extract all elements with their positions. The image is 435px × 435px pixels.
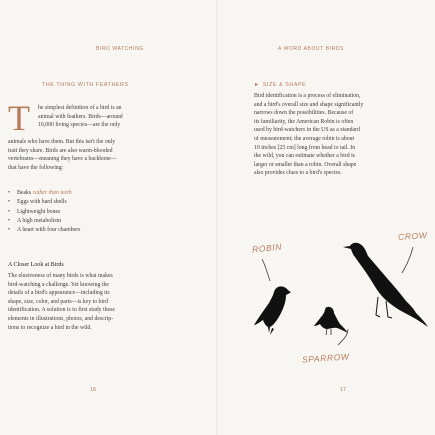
trait-label: Eggs with hard shells <box>17 199 67 206</box>
running-head-left: BIRD WATCHING <box>96 46 144 52</box>
size-shape-paragraph <box>254 92 430 178</box>
crow-silhouette <box>343 243 428 327</box>
closer-line: shape, size, color, and parts—is key to bird <box>8 298 108 305</box>
trait-label: A heart with four chambers <box>17 227 81 234</box>
body-line: used by bird-watchers in the US as a standard <box>254 127 360 134</box>
list-item <box>8 217 80 226</box>
closer-line: elements in illustrations, photos, and descrip- <box>8 315 114 322</box>
running-head-right: A WORD ABOUT BIRDS <box>278 46 344 52</box>
intro-line: he simplest definition of a bird is an <box>38 105 122 111</box>
drop-cap: T <box>8 98 30 138</box>
crow-label: CROW <box>397 229 428 243</box>
body-line: narrows down the possibilities. Because of <box>254 110 354 117</box>
intro-line: 10,000 living species—are the only <box>38 122 121 129</box>
intro-line: that have the following: <box>8 164 64 171</box>
traits-list <box>8 189 80 235</box>
sparrow-silhouette <box>314 307 348 335</box>
body-line: of measurement; the average robin is about <box>254 135 355 142</box>
list-item <box>8 189 80 198</box>
closer-line: tions to recognize a bird in the wild. <box>8 324 92 331</box>
body-line: 10 inches [25 cm] long from head to tail. In <box>254 144 356 151</box>
size-shape-heading <box>254 82 306 88</box>
subhead-label: SIZE & SHAPE <box>262 82 307 88</box>
closer-look-heading: A Closer Look at Birds <box>8 262 64 268</box>
page-number-right: 17 <box>340 387 347 393</box>
intro-line: animals who have them. But this isn't the only <box>8 139 116 145</box>
closer-line: The elusiveness of many birds is what makes <box>8 273 113 279</box>
closer-line: details of a bird's appearance—including its <box>8 290 110 297</box>
section-title: THE THING WITH FEATHERS <box>42 82 129 88</box>
list-item <box>8 208 80 217</box>
robin-pointer <box>262 259 270 281</box>
intro-line: animal with feathers. Birds—around <box>38 113 123 120</box>
robin-silhouette <box>254 286 291 335</box>
trait-label: Lightweight bones <box>17 208 61 215</box>
closer-look-paragraph <box>8 272 178 332</box>
list-item <box>8 198 80 207</box>
closer-line: identification. A solution is to first study these <box>8 307 115 314</box>
list-item <box>8 226 80 235</box>
intro-line: vertebrates—meaning they have a backbone— <box>8 156 117 163</box>
intro-paragraph-continued <box>8 138 178 172</box>
body-line: its familiarity, the American Robin is often <box>254 118 354 125</box>
intro-paragraph <box>38 104 172 130</box>
body-line: and a bird's overall size and shape significantly <box>254 101 364 108</box>
body-line: also provides clues to a bird's species. <box>254 170 342 177</box>
body-line: Bird identification is a process of elimination, <box>254 93 361 99</box>
page-number-left: 16 <box>90 387 97 393</box>
robin-label: ROBIN <box>251 241 283 255</box>
crow-pointer <box>402 247 413 273</box>
body-line: larger or smaller than a robin. Overall shape <box>254 161 357 168</box>
intro-line: trait they share. Birds are also warm-blooded <box>8 147 113 154</box>
trait-note: rather than teeth <box>32 190 72 196</box>
triangle-bullet-icon: ► <box>254 82 260 88</box>
bird-size-illustration <box>248 225 433 375</box>
left-page <box>0 0 217 435</box>
closer-line: bird-watching a challenge. Yet knowing the <box>8 281 109 288</box>
right-page <box>218 0 435 435</box>
body-line: the wild, you can estimate whether a bird is <box>254 153 355 160</box>
sparrow-label: SPARROW <box>301 351 350 365</box>
trait-label: Beaks <box>17 190 32 196</box>
trait-label: A high metabolism <box>17 217 62 224</box>
